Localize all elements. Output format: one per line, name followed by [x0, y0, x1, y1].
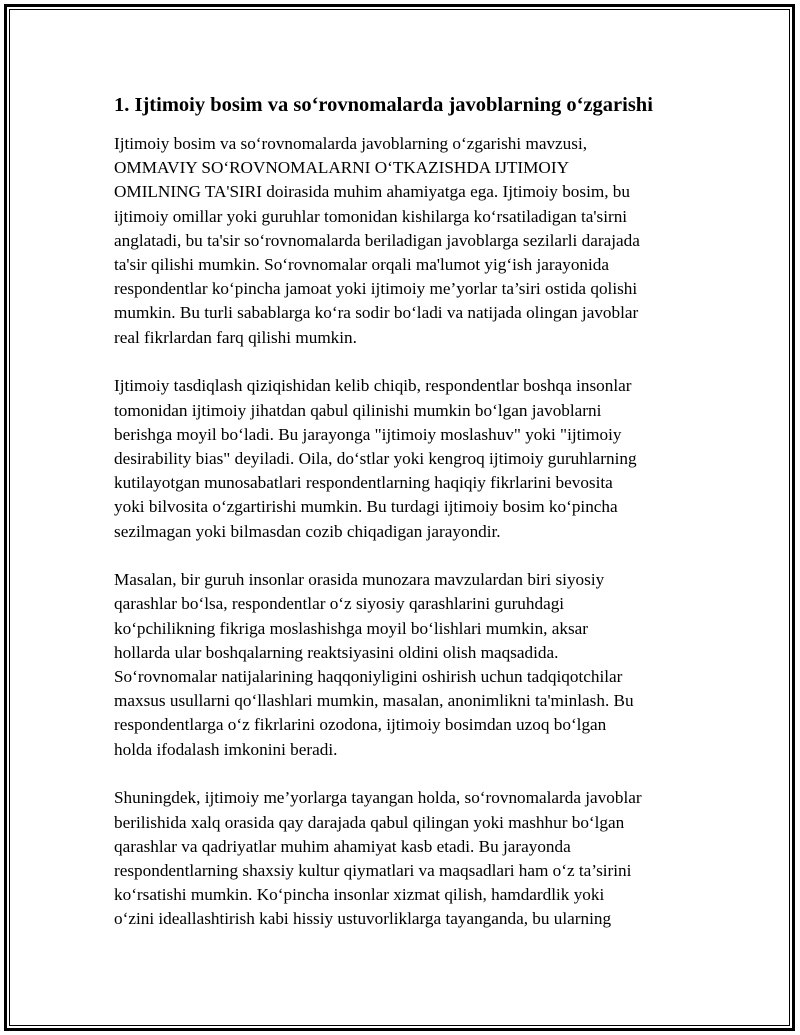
text-line: hollarda ular boshqalarning reaktsiyasini oldini olish maqsadida.: [114, 642, 559, 662]
text-line: kutilayotgan munosabatlari respondentlarning haqiqiy fikrlarini bevosita: [114, 473, 613, 493]
document-body: [114, 92, 686, 956]
paragraph: [114, 132, 686, 350]
text-line: berilishida xalq orasida qay darajada qabul qilingan yoki mashhur bo‘lgan: [114, 812, 625, 832]
text-line: ko‘pchilikning fikriga moslashishga moyil bo‘lishlari mumkin, aksar: [114, 618, 589, 638]
text-line: sezilmagan yoki bilmasdan cozib chiqadigan jarayondir.: [114, 521, 501, 541]
text-line: anglatadi, bu ta'sir so‘rovnomalarda beriladigan javoblarga sezilarli darajada: [114, 230, 640, 250]
paragraph: [114, 786, 686, 931]
text-line: tomonidan ijtimoiy jihatdan qabul qilinishi mumkin bo‘lgan javoblarni: [114, 400, 602, 420]
text-line: Ijtimoiy tasdiqlash qiziqishidan kelib chiqib, respondentlar boshqa insonlar: [114, 376, 632, 396]
text-line: respondentlarning shaxsiy kultur qiymatlari va maqsadlari ham o‘z ta’sirini: [114, 860, 632, 880]
text-line: maxsus usullarni qo‘llashlari mumkin, masalan, anonimlikni ta'minlash. Bu: [114, 691, 634, 711]
text-line: Shuningdek, ijtimoiy me’yorlarga tayangan holda, so‘rovnomalarda javoblar: [114, 788, 642, 808]
text-line: OMMAVIY SO‘ROVNOMALARNI O‘TKAZISHDA IJTIMOIY: [114, 158, 569, 178]
text-line: ijtimoiy omillar yoki guruhlar tomonidan kishilarga ko‘rsatiladigan ta'sirni: [114, 206, 628, 226]
text-line: OMILNING TA'SIRI doirasida muhim ahamiyatga ega. Ijtimoiy bosim, bu: [114, 182, 630, 202]
text-line: mumkin. Bu turli sabablarga ko‘ra sodir bo‘ladi va natijada olingan javoblar: [114, 303, 639, 323]
text-line: yoki bilvosita o‘zgartirishi mumkin. Bu turdagi ijtimoiy bosim ko‘pincha: [114, 497, 618, 517]
text-line: o‘zini ideallashtirish kabi hissiy ustuvorliklarga tayanganda, bu ularning: [114, 909, 612, 929]
text-line: qarashlar va qadriyatlar muhim ahamiyat kasb etadi. Bu jarayonda: [114, 836, 571, 856]
paragraphs-container: [114, 132, 686, 932]
paragraph: [114, 374, 686, 543]
text-line: So‘rovnomalar natijalarining haqqoniyligini oshirish uchun tadqiqotchilar: [114, 667, 623, 687]
text-line: desirability bias" deyiladi. Oila, do‘stlar yoki kengroq ijtimoiy guruhlarning: [114, 448, 637, 468]
section-heading: 1. Ijtimoiy bosim va so‘rovnomalarda javoblarning o‘zgarishi: [114, 94, 653, 116]
text-line: ko‘rsatishi mumkin. Ko‘pincha insonlar xizmat qilish, hamdardlik yoki: [114, 885, 605, 905]
text-line: holda ifodalash imkonini beradi.: [114, 739, 338, 759]
paragraph: [114, 568, 686, 762]
text-line: berishga moyil bo‘ladi. Bu jarayonga "ijtimoiy moslashuv" yoki "ijtimoiy: [114, 424, 622, 444]
text-line: real fikrlardan farq qilishi mumkin.: [114, 327, 357, 347]
text-line: Masalan, bir guruh insonlar orasida munozara mavzulardan biri siyosiy: [114, 570, 605, 590]
text-line: ta'sir qilishi mumkin. So‘rovnomalar orqali ma'lumot yig‘ish jarayonida: [114, 255, 610, 275]
text-line: respondentlar ko‘pincha jamoat yoki ijtimoiy me’yorlar ta’siri ostida qolishi: [114, 279, 638, 299]
text-line: qarashlar bo‘lsa, respondentlar o‘z siyosiy qarashlarini guruhdagi: [114, 594, 565, 614]
text-line: respondentlarga o‘z fikrlarini ozodona, ijtimoiy bosimdan uzoq bo‘lgan: [114, 715, 607, 735]
text-line: Ijtimoiy bosim va so‘rovnomalarda javoblarning o‘zgarishi mavzusi,: [114, 134, 588, 153]
